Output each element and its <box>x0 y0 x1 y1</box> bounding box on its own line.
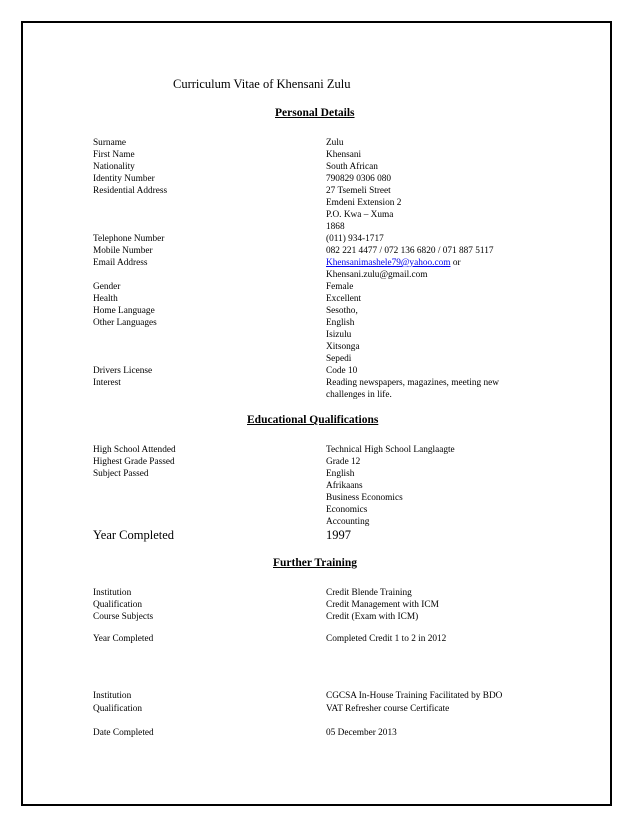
subjects-label: Subject Passed <box>93 469 149 479</box>
other-language-2: Isizulu <box>326 330 352 340</box>
residential-address-label: Residential Address <box>93 186 168 196</box>
email-label: Email Address <box>93 258 148 268</box>
other-language-4: Sepedi <box>326 354 352 364</box>
other-languages-label: Other Languages <box>93 318 157 328</box>
subject-5: Accounting <box>326 517 370 527</box>
training-2-institution: CGCSA In-House Training Facilitated by BDO <box>326 691 503 701</box>
health-label: Health <box>93 294 118 304</box>
drivers-license-value: Code 10 <box>326 366 358 376</box>
home-language-value: Sesotho, <box>326 306 358 316</box>
high-school-label: High School Attended <box>93 445 176 455</box>
health-value: Excellent <box>326 294 362 304</box>
email-secondary: Khensani.zulu@gmail.com <box>326 270 428 280</box>
other-language-3: Xitsonga <box>326 342 360 352</box>
first-name-value: Khensani <box>326 150 362 160</box>
identity-number-label: Identity Number <box>93 174 155 184</box>
training-1-subjects-label: Course Subjects <box>93 612 154 622</box>
address-line-3: P.O. Kwa – Xuma <box>326 210 394 220</box>
other-language-1: English <box>326 318 355 328</box>
interest-label: Interest <box>93 378 121 388</box>
drivers-license-label: Drivers License <box>93 366 153 376</box>
education-heading: Educational Qualifications <box>247 414 379 426</box>
further-training-heading: Further Training <box>273 557 358 569</box>
home-language-label: Home Language <box>93 306 155 316</box>
surname-label: Surname <box>93 138 127 148</box>
training-1-completed: Completed Credit 1 to 2 in 2012 <box>326 634 447 644</box>
training-1-institution: Credit Blende Training <box>326 588 412 598</box>
training-1-subjects: Credit (Exam with ICM) <box>326 612 419 622</box>
training-1-completed-label: Year Completed <box>93 634 154 644</box>
telephone-value: (011) 934-1717 <box>326 234 384 244</box>
high-school-value: Technical High School Langlaagte <box>326 445 455 455</box>
surname-value: Zulu <box>326 138 344 148</box>
nationality-label: Nationality <box>93 162 135 172</box>
address-line-4: 1868 <box>326 222 345 232</box>
training-2-completed: 05 December 2013 <box>326 728 397 738</box>
year-completed-value: 1997 <box>326 528 351 542</box>
email-or: or <box>452 258 461 268</box>
address-line-1: 27 Tsemeli Street <box>326 186 391 196</box>
gender-label: Gender <box>93 282 121 292</box>
training-1-qualification: Credit Management with ICM <box>326 600 439 610</box>
nationality-value: South African <box>326 162 378 172</box>
mobile-value: 082 221 4477 / 072 136 6820 / 071 887 5117 <box>326 246 494 256</box>
interest-line-1: Reading newspapers, magazines, meeting new <box>326 378 499 388</box>
subject-3: Business Economics <box>326 493 403 503</box>
subject-1: English <box>326 469 355 479</box>
gender-value: Female <box>326 282 354 292</box>
highest-grade-label: Highest Grade Passed <box>93 457 175 467</box>
training-1-qualification-label: Qualification <box>93 600 143 610</box>
identity-number-value: 790829 0306 080 <box>326 174 392 184</box>
training-2-completed-label: Date Completed <box>93 728 154 738</box>
training-1-institution-label: Institution <box>93 588 132 598</box>
mobile-label: Mobile Number <box>93 246 153 256</box>
training-2-institution-label: Institution <box>93 691 132 701</box>
training-2-qualification: VAT Refresher course Certificate <box>326 704 450 714</box>
document-title: Curriculum Vitae of Khensani Zulu <box>173 77 351 91</box>
telephone-label: Telephone Number <box>93 234 165 244</box>
email-line <box>326 257 461 269</box>
first-name-label: First Name <box>93 150 135 160</box>
year-completed-label: Year Completed <box>93 528 175 542</box>
subject-2: Afrikaans <box>326 481 363 491</box>
personal-details-heading: Personal Details <box>275 107 355 119</box>
training-2-qualification-label: Qualification <box>93 704 143 714</box>
address-line-2: Emdeni Extension 2 <box>326 198 402 208</box>
subject-4: Economics <box>326 505 368 515</box>
highest-grade-value: Grade 12 <box>326 457 361 467</box>
interest-line-2: challenges in life. <box>326 390 392 400</box>
email-link[interactable]: Khensanimashele79@yahoo.com <box>326 258 451 268</box>
